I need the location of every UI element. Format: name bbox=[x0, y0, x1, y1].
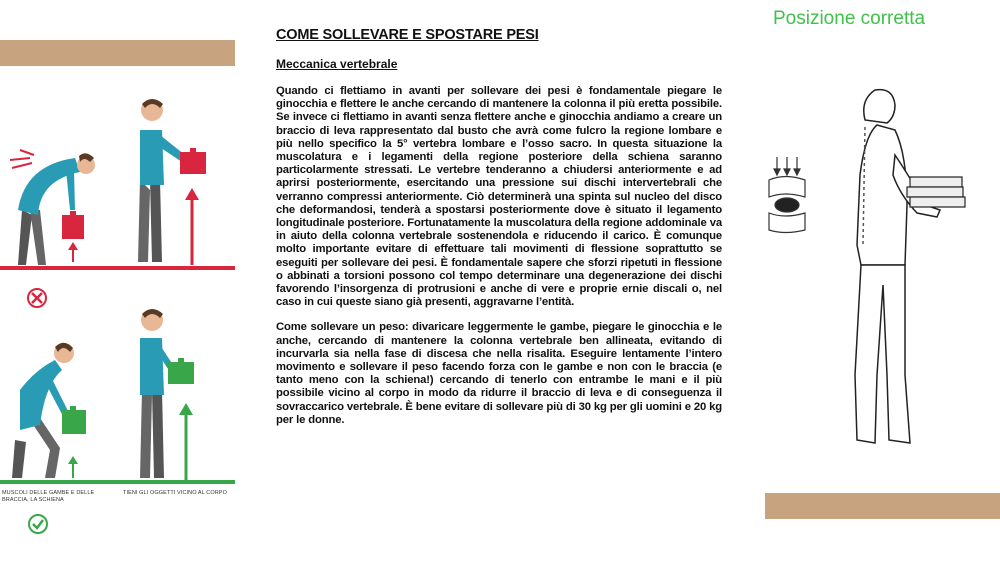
section-subtitle: Meccanica vertebrale bbox=[276, 57, 398, 71]
standing-man-figure bbox=[855, 90, 940, 443]
paragraph-mechanics: Quando ci flettiamo in avanti per sollevare dei pesi è fondamentale piegare le ginocchia e flettere le anche cercando di mantenere la colonna il più eretta possibile. Se invece ci flettiamo in avanti senza flettere anche e ginocchia andiamo a creare un braccio di leva rappresentato dal busto che avrà come fulcro la regione lombare e più nello specifico la 5° vertebra lombare e l’osso sacro. In questa situazione la muscolatura e i legamenti della regione posteriore della schiena saranno particolarmente stressati. Le vertebre tenderanno a chiudersi anteriormente e ad aprirsi posteriormente, esercitando una pressione sui dischi intervertebrali che verranno compressi anteriormente. Ciò determinerà una spinta sul nucleo del disco che deformandosi, tenderà a spostarsi posteriormente dove è situato il legamento longitudinale posteriore. Fortunatamente la muscolatura della regione addominale va in aiuto della colonna vertebrale sostenendola e riducendo il carico. È comunque molto importante evitare di effettuare tali movimenti di flessione soprattutto se eseguiti per sollevare dei pesi. È fondamentale sapere che sforzi ripetuti in flessione o abbinati a torsioni possono col tempo determinare una degenerazione dei dischi favorendo l’insorgenza di protrusioni e anche di vere e proprie ernie discali o, nel caso in cui queste siano già presenti, aggravarne l’entità. bbox=[276, 85, 722, 309]
wrong-standing-figure bbox=[138, 99, 206, 265]
left-illustration-panel bbox=[0, 0, 240, 562]
correct-floor-line bbox=[0, 480, 235, 484]
correct-position-title: Posizione corretta bbox=[773, 8, 926, 29]
wrong-lift-figure bbox=[10, 150, 95, 265]
cross-circle-icon bbox=[28, 289, 46, 307]
bottom-decorative-bar bbox=[765, 493, 1000, 519]
vertebra-diagram bbox=[769, 157, 805, 233]
lifting-comparison-illustration bbox=[0, 70, 240, 490]
correct-squat-figure bbox=[12, 343, 86, 478]
wrong-floor-line bbox=[0, 266, 235, 270]
caption-close-to-body: TIENI GLI OGGETTI VICINO AL CORPO bbox=[123, 490, 227, 496]
top-decorative-bar bbox=[0, 40, 235, 66]
paragraph-how-to-lift: Come sollevare un peso: divaricare leggermente le gambe, piegare le ginocchia e le anche, cercando di mantenere la colonna vertebrale ben allineata, evitando di incurvarla sia nella fase di discesa che nella risalita. Eseguire lentamente l’intero movimento e sollevare il peso facendo forza con le gambe e non con le braccia (e tanto meno con la schiena!) cercando di tenerlo con entrambe le mani e il più possibile vicino al corpo in modo da ridurre il braccio di leva e di conseguenza il sovraccarico vertebrale. È bene evitare di sollevare più di 30 kg per gli uomini e 20 kg per le donne. bbox=[276, 321, 722, 426]
correct-posture-illustration bbox=[765, 45, 1000, 465]
page-title: COME SOLLEVARE E SPOSTARE PESI bbox=[276, 27, 539, 43]
right-illustration-panel bbox=[765, 0, 1000, 562]
check-circle-icon bbox=[27, 513, 49, 535]
article-body bbox=[276, 27, 722, 439]
caption-legs-arms: MUSCOLI DELLE GAMBE E DELLE BRACCIA, LA SCHIENA bbox=[2, 490, 95, 503]
books-stack bbox=[907, 177, 965, 207]
correct-standing-figure bbox=[140, 309, 194, 480]
